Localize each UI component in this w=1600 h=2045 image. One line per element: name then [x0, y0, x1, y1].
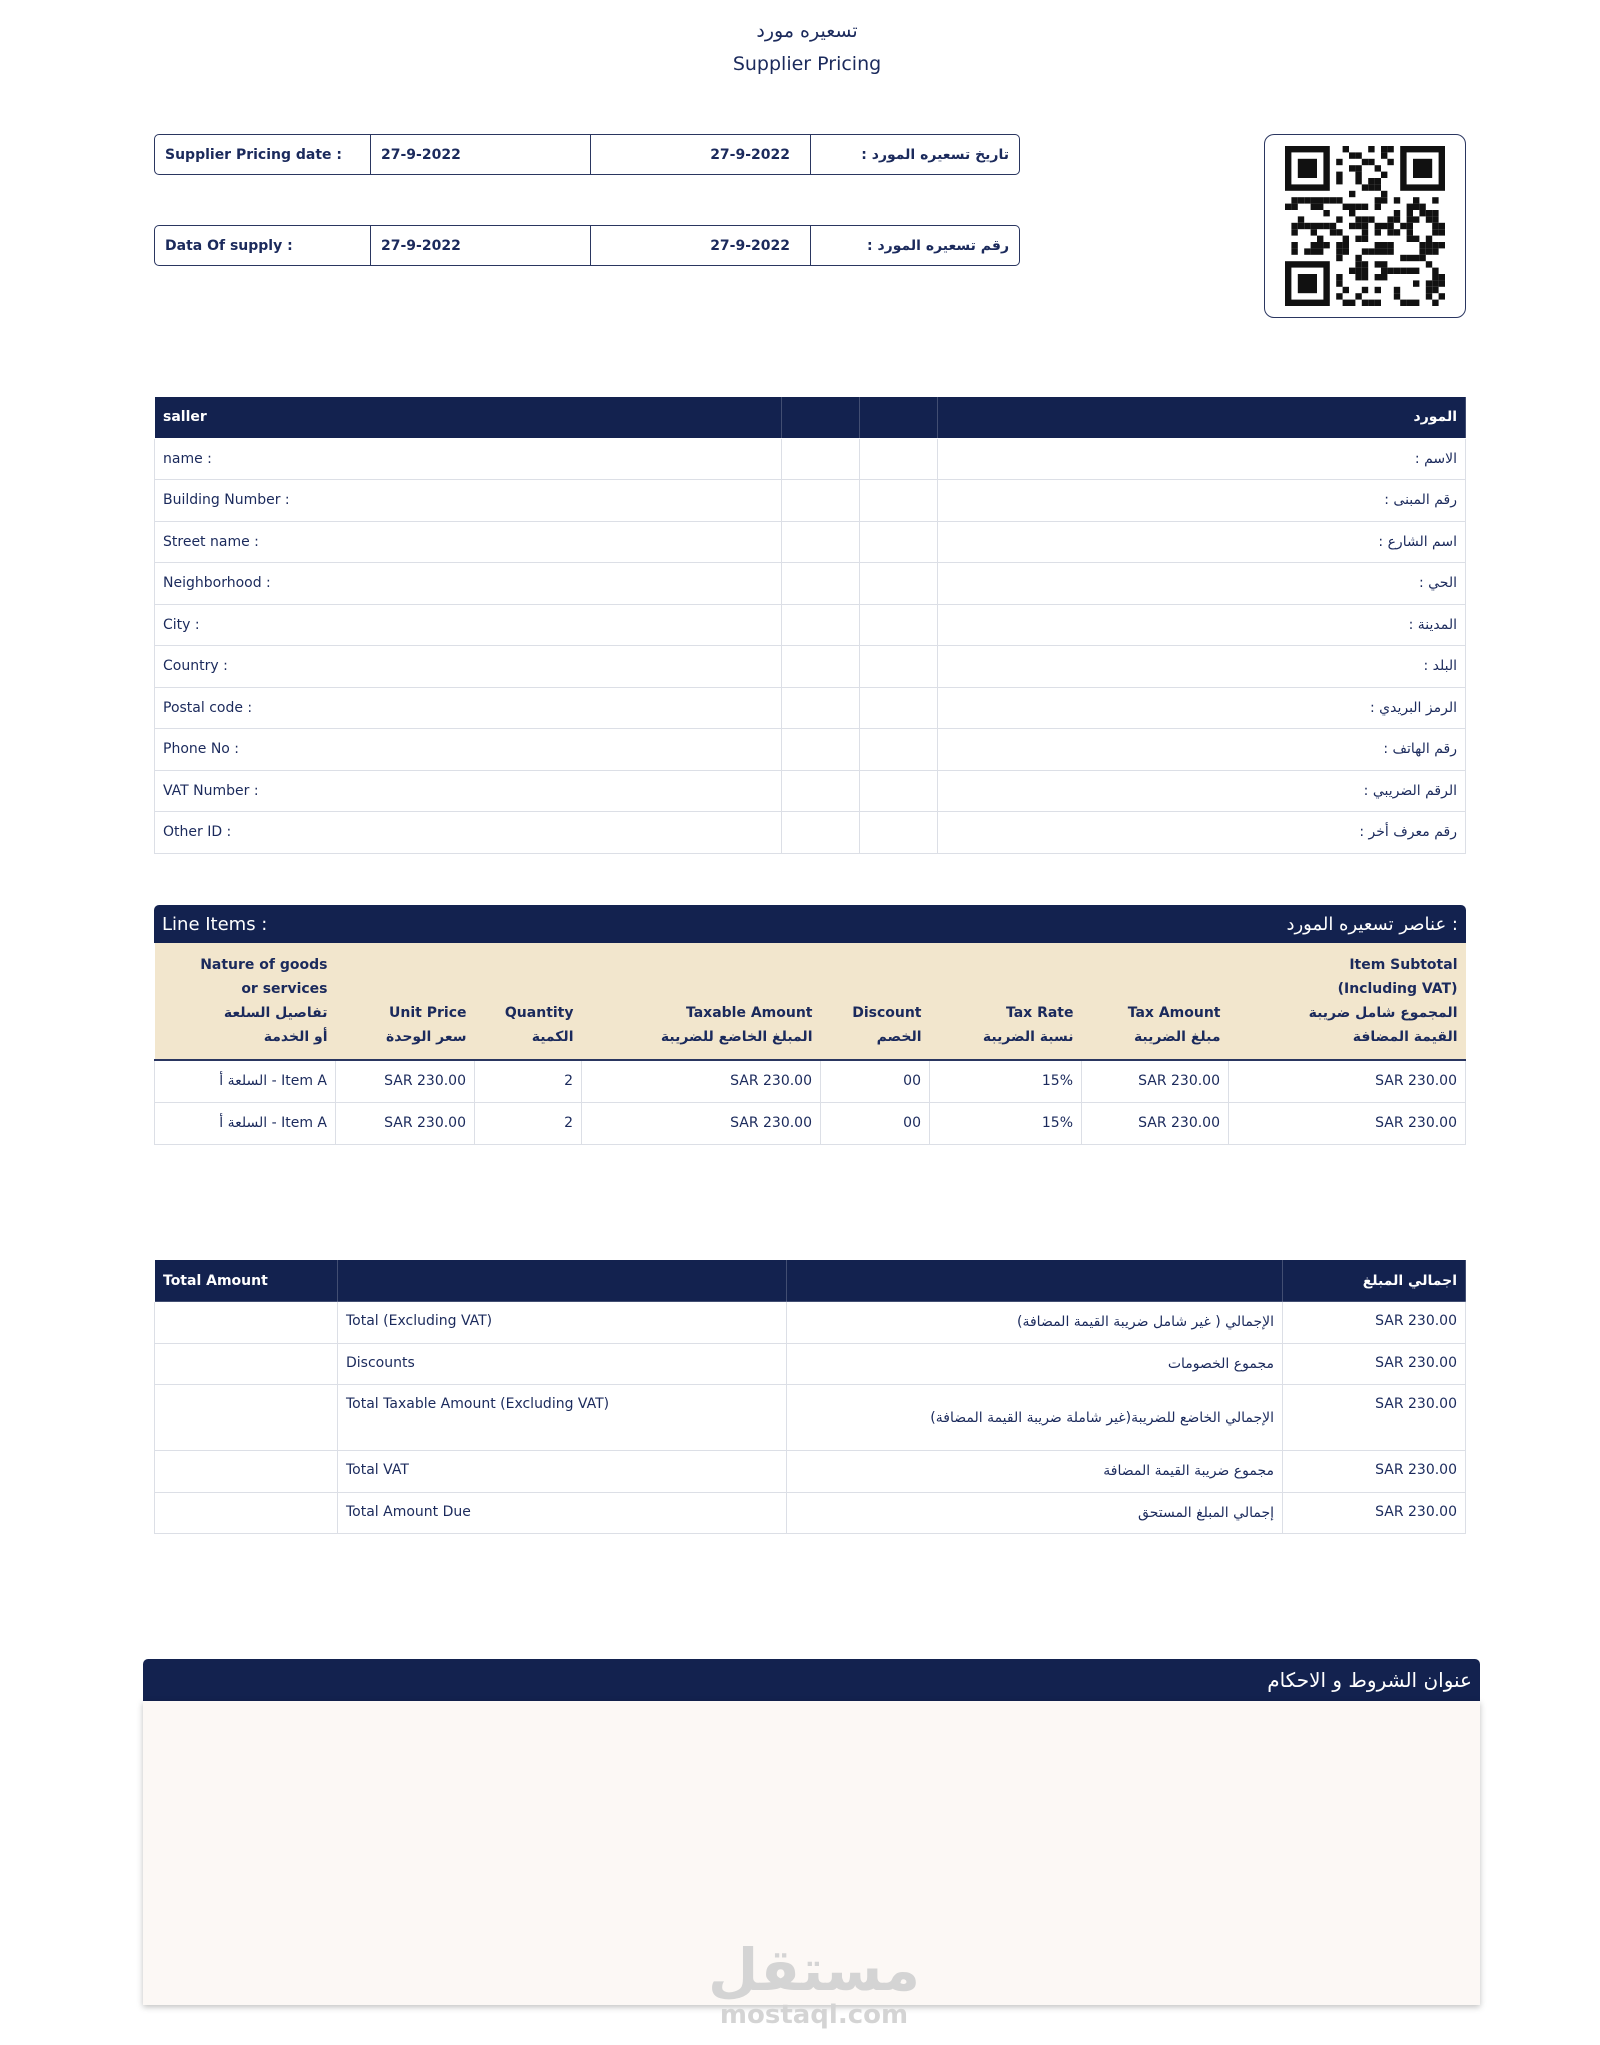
cell-unit-price: SAR 230.00: [336, 1102, 475, 1144]
seller-header-ar: المورد: [938, 397, 1466, 439]
seller-label-en: Building Number :: [155, 480, 782, 522]
cell-tax-amount: SAR 230.00: [1082, 1102, 1229, 1144]
cell-quantity: 2: [475, 1102, 582, 1144]
totals-label-ar: مجموع ضريبة القيمة المضافة: [787, 1451, 1283, 1493]
seller-label-en: City :: [155, 604, 782, 646]
cell-item: السلعة أ - Item A: [155, 1102, 336, 1144]
col-nature: Nature of goods or services تفاصيل السلعة أو الخدمة: [155, 943, 336, 1060]
seller-row: [155, 687, 1466, 729]
seller-label-ar: الحي :: [938, 563, 1466, 605]
cell-unit-price: SAR 230.00: [336, 1060, 475, 1102]
totals-table: [154, 1259, 1466, 1534]
col-discount: Discount الخصم: [821, 943, 930, 1060]
seller-header-en: saller: [155, 397, 782, 439]
col-tax-amount: Tax Amount مبلغ الضريبة: [1082, 943, 1229, 1060]
seller-label-ar: البلد :: [938, 646, 1466, 688]
totals-label-ar: الإجمالي ( غير شامل ضريبة القيمة المضافة): [787, 1302, 1283, 1344]
col-quantity: Quantity الكمية: [475, 943, 582, 1060]
col-tax-rate: Tax Rate نسبة الضريبة: [930, 943, 1082, 1060]
seller-label-ar: رقم المبنى :: [938, 480, 1466, 522]
seller-label-ar: الرقم الضريبي :: [938, 770, 1466, 812]
col-unit-price: Unit Price سعر الوحدة: [336, 943, 475, 1060]
seller-row: [155, 438, 1466, 480]
seller-label-en: VAT Number :: [155, 770, 782, 812]
cell-discount: 00: [821, 1102, 930, 1144]
col-taxable: Taxable Amount المبلغ الخاضع للضريبة: [582, 943, 821, 1060]
seller-label-en: Other ID :: [155, 812, 782, 854]
seller-row: [155, 521, 1466, 563]
seller-label-en: name :: [155, 438, 782, 480]
pricing-date-label-en: Supplier Pricing date :: [155, 135, 371, 174]
seller-row: [155, 646, 1466, 688]
terms-title: عنوان الشروط و الاحكام: [1267, 1668, 1472, 1692]
totals-row: [155, 1385, 1466, 1451]
qr-code: [1264, 134, 1466, 318]
line-item-row: [155, 1102, 1466, 1144]
totals-row: [155, 1343, 1466, 1385]
totals-label-ar: الإجمالي الخاضع للضريبة(غير شاملة ضريبة القيمة المضافة): [787, 1385, 1283, 1451]
pricing-date-value: 27-9-2022: [371, 135, 591, 174]
watermark-ar: مستقل: [707, 1936, 921, 2004]
totals-row: [155, 1492, 1466, 1534]
supply-date-value: 27-9-2022: [371, 226, 591, 265]
col-subtotal: Item Subtotal (Including VAT) المجموع شامل ضريبة القيمة المضافة: [1229, 943, 1466, 1060]
seller-label-ar: المدينة :: [938, 604, 1466, 646]
pricing-date-value-alt: 27-9-2022: [591, 135, 811, 174]
qr-code-icon: [1285, 146, 1445, 306]
totals-label-en: Discounts: [338, 1343, 787, 1385]
watermark: [704, 1936, 924, 2030]
cell-tax-amount: SAR 230.00: [1082, 1060, 1229, 1102]
cell-subtotal: SAR 230.00: [1229, 1060, 1466, 1102]
totals-value: SAR 230.00: [1283, 1343, 1466, 1385]
terms-header: [143, 1659, 1480, 1701]
totals-label-ar: مجموع الخصومات: [787, 1343, 1283, 1385]
totals-label-en: Total VAT: [338, 1451, 787, 1493]
line-items-title-ar: عناصر تسعيره المورد :: [1286, 913, 1458, 935]
cell-taxable: SAR 230.00: [582, 1060, 821, 1102]
seller-label-en: Country :: [155, 646, 782, 688]
totals-header-en: Total Amount: [155, 1260, 338, 1302]
supply-date-box: [154, 225, 1020, 266]
seller-label-en: Postal code :: [155, 687, 782, 729]
totals-value: SAR 230.00: [1283, 1302, 1466, 1344]
cell-discount: 00: [821, 1060, 930, 1102]
totals-label-ar: إجمالي المبلغ المستحق: [787, 1492, 1283, 1534]
totals-label-en: Total (Excluding VAT): [338, 1302, 787, 1344]
supply-date-label-en: Data Of supply :: [155, 226, 371, 265]
totals-label-en: Total Amount Due: [338, 1492, 787, 1534]
line-items-table: [154, 943, 1466, 1145]
page-title-ar: تسعيره مورد: [756, 20, 858, 42]
seller-label-ar: رقم معرف أخر :: [938, 812, 1466, 854]
totals-value: SAR 230.00: [1283, 1451, 1466, 1493]
totals-label-en: Total Taxable Amount (Excluding VAT): [338, 1385, 787, 1451]
cell-item: السلعة أ - Item A: [155, 1060, 336, 1102]
seller-label-ar: الاسم :: [938, 438, 1466, 480]
seller-label-ar: رقم الهاتف :: [938, 729, 1466, 771]
page-title-en: Supplier Pricing: [732, 53, 882, 75]
seller-label-ar: الرمز البريدي :: [938, 687, 1466, 729]
supply-date-value-alt: 27-9-2022: [591, 226, 811, 265]
totals-value: SAR 230.00: [1283, 1385, 1466, 1451]
totals-row: [155, 1302, 1466, 1344]
seller-row: [155, 604, 1466, 646]
seller-row: [155, 770, 1466, 812]
line-items-header: [154, 905, 1466, 943]
supply-number-label-ar: رقم تسعيره المورد :: [867, 237, 1009, 254]
totals-value: SAR 230.00: [1283, 1492, 1466, 1534]
seller-label-ar: اسم الشارع :: [938, 521, 1466, 563]
line-items-title-en: Line Items :: [162, 913, 268, 935]
cell-subtotal: SAR 230.00: [1229, 1102, 1466, 1144]
pricing-date-box: [154, 134, 1020, 175]
seller-row: [155, 729, 1466, 771]
seller-row: [155, 563, 1466, 605]
seller-row: [155, 480, 1466, 522]
cell-quantity: 2: [475, 1060, 582, 1102]
line-item-row: [155, 1060, 1466, 1102]
seller-row: [155, 812, 1466, 854]
cell-taxable: SAR 230.00: [582, 1102, 821, 1144]
seller-label-en: Street name :: [155, 521, 782, 563]
pricing-date-label-ar: تاريخ تسعيره المورد :: [861, 146, 1009, 163]
watermark-en: mostaql.com: [719, 2000, 909, 2030]
seller-table: [154, 396, 1466, 854]
cell-tax-rate: 15%: [930, 1102, 1082, 1144]
cell-tax-rate: 15%: [930, 1060, 1082, 1102]
totals-header-ar: اجمالي المبلغ: [1283, 1260, 1466, 1302]
seller-label-en: Neighborhood :: [155, 563, 782, 605]
seller-label-en: Phone No :: [155, 729, 782, 771]
totals-row: [155, 1451, 1466, 1493]
